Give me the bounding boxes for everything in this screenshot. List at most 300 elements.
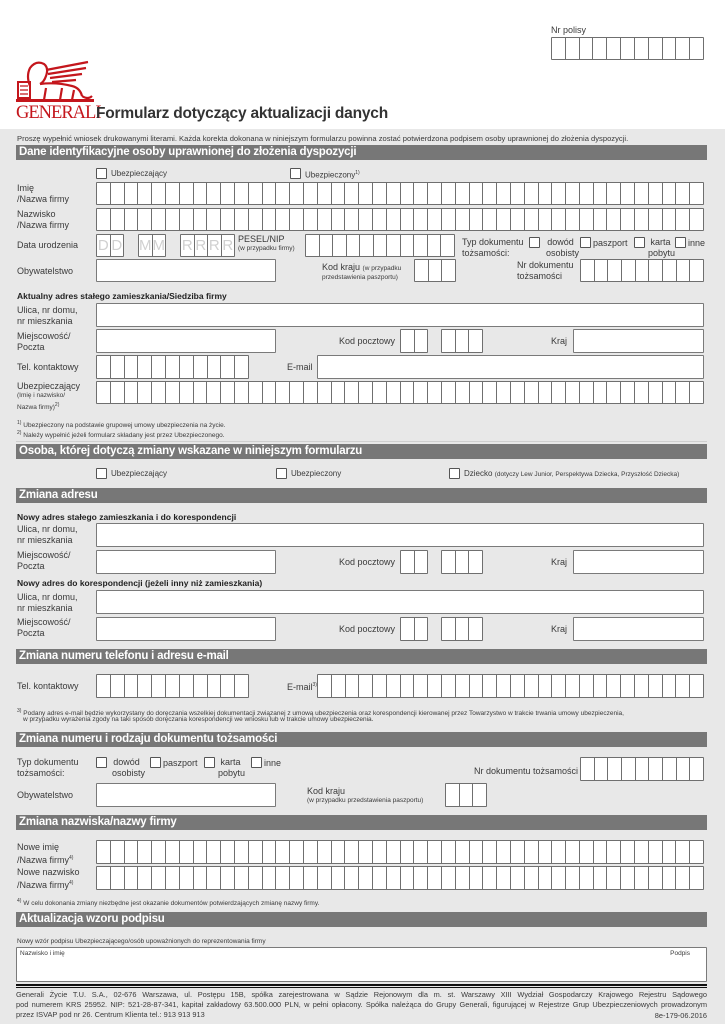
- char-cell[interactable]: [676, 382, 690, 403]
- char-cell[interactable]: [125, 382, 139, 403]
- char-cell[interactable]: [442, 618, 456, 640]
- char-cell[interactable]: [552, 675, 566, 697]
- char-cell[interactable]: [635, 867, 649, 889]
- char-cell[interactable]: [635, 675, 649, 697]
- char-cell[interactable]: [318, 382, 332, 403]
- char-cell[interactable]: [138, 841, 152, 863]
- char-cell[interactable]: [663, 841, 677, 863]
- checkbox-person-ubezpieczajacy[interactable]: [96, 468, 107, 479]
- char-cell[interactable]: [566, 675, 580, 697]
- char-cell[interactable]: [359, 183, 373, 204]
- char-cell[interactable]: [552, 209, 566, 230]
- char-cell[interactable]: [636, 758, 650, 780]
- new-phone-field[interactable]: [96, 674, 249, 698]
- char-cell[interactable]: [663, 183, 677, 204]
- char-cell[interactable]: [332, 867, 346, 889]
- char-cell[interactable]: [608, 758, 622, 780]
- char-cell[interactable]: [304, 183, 318, 204]
- char-cell[interactable]: [607, 841, 621, 863]
- char-cell[interactable]: [373, 675, 387, 697]
- char-cell[interactable]: [663, 209, 677, 230]
- char-cell[interactable]: [649, 209, 663, 230]
- char-cell[interactable]: [387, 183, 401, 204]
- char-cell[interactable]: [622, 758, 636, 780]
- char-cell[interactable]: [318, 841, 332, 863]
- char-cell[interactable]: [304, 841, 318, 863]
- char-cell[interactable]: [511, 209, 525, 230]
- char-cell[interactable]: [345, 183, 359, 204]
- char-cell[interactable]: [249, 183, 263, 204]
- char-cell[interactable]: [677, 260, 691, 281]
- char-cell[interactable]: [207, 183, 221, 204]
- char-cell[interactable]: [456, 382, 470, 403]
- char-cell[interactable]: [690, 675, 703, 697]
- policyholder-field[interactable]: [96, 381, 704, 404]
- char-cell[interactable]: [414, 382, 428, 403]
- checkbox-paszport[interactable]: [580, 237, 591, 248]
- char-cell[interactable]: [607, 183, 621, 204]
- char-cell[interactable]: [594, 183, 608, 204]
- char-cell[interactable]: [276, 867, 290, 889]
- char-cell[interactable]: [235, 867, 249, 889]
- checkbox-ubezpieczony[interactable]: [290, 168, 301, 179]
- char-cell[interactable]: [621, 867, 635, 889]
- char-cell[interactable]: [373, 867, 387, 889]
- char-cell[interactable]: [676, 675, 690, 697]
- char-cell[interactable]: [249, 867, 263, 889]
- char-cell[interactable]: [594, 209, 608, 230]
- char-cell[interactable]: [207, 382, 221, 403]
- char-cell[interactable]: [456, 841, 470, 863]
- char-cell[interactable]: [97, 209, 111, 230]
- char-cell[interactable]: [497, 841, 511, 863]
- char-cell[interactable]: [442, 675, 456, 697]
- char-cell[interactable]: [194, 675, 208, 697]
- postal-code-part1[interactable]: [400, 329, 428, 353]
- char-cell[interactable]: [415, 551, 428, 573]
- char-cell[interactable]: [387, 382, 401, 403]
- char-cell[interactable]: [263, 867, 277, 889]
- char-cell[interactable]: [525, 675, 539, 697]
- char-cell[interactable]: [607, 209, 621, 230]
- char-cell[interactable]: [387, 867, 401, 889]
- last-name-field[interactable]: [96, 208, 704, 231]
- char-cell[interactable]: [332, 675, 346, 697]
- birth-year-field[interactable]: [180, 234, 235, 257]
- checkbox-new-paszport[interactable]: [150, 757, 161, 768]
- char-cell[interactable]: [415, 260, 429, 281]
- char-cell[interactable]: [401, 618, 415, 640]
- char-cell[interactable]: [221, 841, 235, 863]
- char-cell[interactable]: [428, 235, 442, 256]
- char-cell[interactable]: [111, 675, 125, 697]
- char-cell[interactable]: [360, 235, 374, 256]
- char-cell[interactable]: [401, 209, 415, 230]
- char-cell[interactable]: [428, 382, 442, 403]
- char-cell[interactable]: [621, 183, 635, 204]
- char-cell[interactable]: [456, 675, 470, 697]
- char-cell[interactable]: [304, 867, 318, 889]
- char-cell[interactable]: [276, 183, 290, 204]
- char-cell[interactable]: [208, 675, 222, 697]
- char-cell[interactable]: [401, 330, 415, 352]
- checkbox-new-inne[interactable]: [251, 757, 262, 768]
- char-cell[interactable]: [306, 235, 320, 256]
- char-cell[interactable]: [414, 841, 428, 863]
- char-cell[interactable]: [263, 183, 277, 204]
- char-cell[interactable]: [594, 841, 608, 863]
- char-cell[interactable]: [511, 867, 525, 889]
- char-cell[interactable]: [207, 209, 221, 230]
- char-cell[interactable]: [580, 867, 594, 889]
- char-cell[interactable]: [539, 675, 553, 697]
- char-cell[interactable]: [470, 867, 484, 889]
- new-postal-code-part1[interactable]: [400, 550, 428, 574]
- char-cell[interactable]: [111, 183, 125, 204]
- char-cell[interactable]: [125, 209, 139, 230]
- char-cell[interactable]: [621, 675, 635, 697]
- char-cell[interactable]: [676, 867, 690, 889]
- char-cell[interactable]: [676, 38, 690, 59]
- char-cell[interactable]: [442, 382, 456, 403]
- char-cell[interactable]: [470, 382, 484, 403]
- char-cell[interactable]: [442, 209, 456, 230]
- char-cell[interactable]: [539, 841, 553, 863]
- char-cell[interactable]: [207, 841, 221, 863]
- char-cell[interactable]: [525, 382, 539, 403]
- char-cell[interactable]: [207, 867, 221, 889]
- char-cell[interactable]: [138, 356, 152, 378]
- corr-street-input[interactable]: [96, 590, 704, 614]
- char-cell[interactable]: [221, 675, 235, 697]
- char-cell[interactable]: [497, 382, 511, 403]
- char-cell[interactable]: [359, 675, 373, 697]
- city-input[interactable]: [96, 329, 276, 353]
- char-cell[interactable]: [677, 758, 691, 780]
- char-cell[interactable]: [414, 867, 428, 889]
- char-cell[interactable]: [180, 183, 194, 204]
- char-cell[interactable]: [320, 235, 334, 256]
- char-cell[interactable]: [166, 356, 180, 378]
- char-cell[interactable]: [690, 758, 703, 780]
- char-cell[interactable]: [525, 183, 539, 204]
- char-cell[interactable]: [441, 235, 454, 256]
- checkbox-inne[interactable]: [675, 237, 686, 248]
- char-cell[interactable]: [594, 382, 608, 403]
- new-street-input[interactable]: [96, 523, 704, 547]
- char-cell[interactable]: [470, 209, 484, 230]
- char-cell[interactable]: [580, 38, 594, 59]
- street-input[interactable]: [96, 303, 704, 327]
- char-cell[interactable]: [235, 209, 249, 230]
- char-cell[interactable]: [235, 841, 249, 863]
- char-cell[interactable]: [649, 38, 663, 59]
- char-cell[interactable]: [359, 841, 373, 863]
- char-cell[interactable]: [235, 356, 248, 378]
- char-cell[interactable]: [580, 675, 594, 697]
- country-code-field[interactable]: [414, 259, 456, 282]
- char-cell[interactable]: [152, 209, 166, 230]
- char-cell[interactable]: [304, 382, 318, 403]
- char-cell[interactable]: [97, 675, 111, 697]
- postal-code-part2[interactable]: [441, 329, 483, 353]
- char-cell[interactable]: [552, 38, 566, 59]
- char-cell[interactable]: [539, 382, 553, 403]
- char-cell[interactable]: [429, 260, 443, 281]
- corr-country-input[interactable]: [573, 617, 704, 641]
- char-cell[interactable]: [663, 382, 677, 403]
- char-cell[interactable]: [263, 382, 277, 403]
- new-postal-code-part2[interactable]: [441, 550, 483, 574]
- char-cell[interactable]: [511, 382, 525, 403]
- checkbox-new-karta-pobytu[interactable]: [204, 757, 215, 768]
- char-cell[interactable]: [125, 867, 139, 889]
- char-cell[interactable]: [276, 209, 290, 230]
- char-cell[interactable]: [152, 183, 166, 204]
- char-cell[interactable]: [580, 841, 594, 863]
- char-cell[interactable]: [138, 867, 152, 889]
- char-cell[interactable]: [111, 356, 125, 378]
- char-cell[interactable]: [635, 841, 649, 863]
- char-cell[interactable]: [194, 841, 208, 863]
- char-cell[interactable]: [359, 209, 373, 230]
- char-cell[interactable]: [194, 209, 208, 230]
- checkbox-new-dowod-osobisty[interactable]: [96, 757, 107, 768]
- char-cell[interactable]: [552, 867, 566, 889]
- char-cell[interactable]: [111, 841, 125, 863]
- char-cell[interactable]: [497, 675, 511, 697]
- char-cell[interactable]: [663, 758, 677, 780]
- char-cell[interactable]: [663, 260, 677, 281]
- pesel-field[interactable]: [305, 234, 455, 257]
- char-cell[interactable]: [442, 183, 456, 204]
- char-cell[interactable]: [690, 382, 703, 403]
- char-cell[interactable]: [387, 675, 401, 697]
- char-cell[interactable]: [111, 209, 125, 230]
- char-cell[interactable]: [180, 209, 194, 230]
- corr-city-input[interactable]: [96, 617, 276, 641]
- char-cell[interactable]: [456, 209, 470, 230]
- char-cell[interactable]: [428, 183, 442, 204]
- char-cell[interactable]: [194, 867, 208, 889]
- char-cell[interactable]: [401, 551, 415, 573]
- char-cell[interactable]: [194, 356, 208, 378]
- char-cell[interactable]: [373, 209, 387, 230]
- char-cell[interactable]: [249, 209, 263, 230]
- char-cell[interactable]: [635, 183, 649, 204]
- char-cell[interactable]: [552, 841, 566, 863]
- char-cell[interactable]: [290, 209, 304, 230]
- char-cell[interactable]: [221, 209, 235, 230]
- char-cell[interactable]: [318, 183, 332, 204]
- char-cell[interactable]: [221, 356, 235, 378]
- char-cell[interactable]: [566, 183, 580, 204]
- char-cell[interactable]: [152, 382, 166, 403]
- char-cell[interactable]: [345, 382, 359, 403]
- char-cell[interactable]: [483, 867, 497, 889]
- char-cell[interactable]: [290, 382, 304, 403]
- char-cell[interactable]: [401, 867, 415, 889]
- char-cell[interactable]: [401, 841, 415, 863]
- char-cell[interactable]: [401, 675, 415, 697]
- char-cell[interactable]: [607, 675, 621, 697]
- char-cell[interactable]: [525, 209, 539, 230]
- new-city-input[interactable]: [96, 550, 276, 574]
- policy-number-field[interactable]: [551, 37, 704, 60]
- corr-postal-code-part2[interactable]: [441, 617, 483, 641]
- char-cell[interactable]: [97, 841, 111, 863]
- char-cell[interactable]: [566, 209, 580, 230]
- char-cell[interactable]: [180, 867, 194, 889]
- new-country-code-field[interactable]: [445, 783, 487, 807]
- char-cell[interactable]: [649, 758, 663, 780]
- char-cell[interactable]: [470, 841, 484, 863]
- char-cell[interactable]: [428, 841, 442, 863]
- char-cell[interactable]: [180, 675, 194, 697]
- char-cell[interactable]: [180, 356, 194, 378]
- char-cell[interactable]: [194, 183, 208, 204]
- char-cell[interactable]: [649, 183, 663, 204]
- char-cell[interactable]: [442, 330, 456, 352]
- char-cell[interactable]: [221, 382, 235, 403]
- char-cell[interactable]: [263, 209, 277, 230]
- char-cell[interactable]: [460, 784, 474, 806]
- char-cell[interactable]: [470, 183, 484, 204]
- char-cell[interactable]: [373, 382, 387, 403]
- char-cell[interactable]: [221, 183, 235, 204]
- char-cell[interactable]: [152, 675, 166, 697]
- char-cell[interactable]: [621, 209, 635, 230]
- char-cell[interactable]: [290, 867, 304, 889]
- char-cell[interactable]: [332, 841, 346, 863]
- char-cell[interactable]: [318, 867, 332, 889]
- new-citizenship-input[interactable]: [96, 783, 276, 807]
- char-cell[interactable]: [635, 382, 649, 403]
- char-cell[interactable]: [636, 260, 650, 281]
- char-cell[interactable]: [373, 841, 387, 863]
- char-cell[interactable]: [125, 675, 139, 697]
- char-cell[interactable]: [580, 209, 594, 230]
- phone-field[interactable]: [96, 355, 249, 379]
- char-cell[interactable]: [166, 382, 180, 403]
- char-cell[interactable]: [345, 841, 359, 863]
- char-cell[interactable]: [152, 841, 166, 863]
- char-cell[interactable]: [332, 209, 346, 230]
- char-cell[interactable]: [428, 867, 442, 889]
- char-cell[interactable]: [566, 382, 580, 403]
- char-cell[interactable]: [442, 551, 456, 573]
- char-cell[interactable]: [690, 209, 703, 230]
- first-name-field[interactable]: [96, 182, 704, 205]
- char-cell[interactable]: [595, 260, 609, 281]
- char-cell[interactable]: [180, 841, 194, 863]
- char-cell[interactable]: [511, 183, 525, 204]
- char-cell[interactable]: [456, 551, 470, 573]
- birth-day-field[interactable]: [96, 234, 124, 257]
- char-cell[interactable]: [621, 382, 635, 403]
- char-cell[interactable]: [347, 235, 361, 256]
- char-cell[interactable]: [125, 183, 139, 204]
- char-cell[interactable]: [663, 38, 677, 59]
- char-cell[interactable]: [125, 841, 139, 863]
- char-cell[interactable]: [581, 758, 595, 780]
- char-cell[interactable]: [166, 183, 180, 204]
- char-cell[interactable]: [594, 867, 608, 889]
- char-cell[interactable]: [318, 675, 332, 697]
- email-input[interactable]: [317, 355, 704, 379]
- char-cell[interactable]: [401, 183, 415, 204]
- char-cell[interactable]: [580, 183, 594, 204]
- char-cell[interactable]: [483, 183, 497, 204]
- char-cell[interactable]: [235, 382, 249, 403]
- char-cell[interactable]: [414, 235, 428, 256]
- char-cell[interactable]: [456, 330, 470, 352]
- char-cell[interactable]: [442, 867, 456, 889]
- char-cell[interactable]: [359, 382, 373, 403]
- char-cell[interactable]: [649, 867, 663, 889]
- char-cell[interactable]: [401, 235, 415, 256]
- char-cell[interactable]: [414, 675, 428, 697]
- char-cell[interactable]: [649, 382, 663, 403]
- birth-month-field[interactable]: [138, 234, 166, 257]
- char-cell[interactable]: [456, 183, 470, 204]
- char-cell[interactable]: [497, 183, 511, 204]
- new-first-name-field[interactable]: [96, 840, 704, 864]
- char-cell[interactable]: [290, 183, 304, 204]
- checkbox-dowod-osobisty[interactable]: [529, 237, 540, 248]
- char-cell[interactable]: [511, 675, 525, 697]
- corr-postal-code-part1[interactable]: [400, 617, 428, 641]
- char-cell[interactable]: [401, 382, 415, 403]
- char-cell[interactable]: [483, 209, 497, 230]
- new-country-input[interactable]: [573, 550, 704, 574]
- citizenship-input[interactable]: [96, 259, 276, 282]
- char-cell[interactable]: [469, 330, 482, 352]
- char-cell[interactable]: [414, 209, 428, 230]
- char-cell[interactable]: [539, 867, 553, 889]
- checkbox-person-dziecko[interactable]: [449, 468, 460, 479]
- char-cell[interactable]: [346, 675, 360, 697]
- char-cell[interactable]: [332, 183, 346, 204]
- char-cell[interactable]: [263, 841, 277, 863]
- char-cell[interactable]: [428, 209, 442, 230]
- char-cell[interactable]: [97, 382, 111, 403]
- char-cell[interactable]: [221, 867, 235, 889]
- char-cell[interactable]: [180, 382, 194, 403]
- char-cell[interactable]: [345, 867, 359, 889]
- char-cell[interactable]: [469, 618, 482, 640]
- char-cell[interactable]: [525, 867, 539, 889]
- char-cell[interactable]: [442, 841, 456, 863]
- char-cell[interactable]: [387, 841, 401, 863]
- char-cell[interactable]: [497, 867, 511, 889]
- char-cell[interactable]: [138, 382, 152, 403]
- char-cell[interactable]: [595, 758, 609, 780]
- char-cell[interactable]: [415, 330, 428, 352]
- char-cell[interactable]: [166, 675, 180, 697]
- char-cell[interactable]: [649, 260, 663, 281]
- char-cell[interactable]: [276, 382, 290, 403]
- signature-box[interactable]: [16, 947, 707, 982]
- char-cell[interactable]: [483, 382, 497, 403]
- char-cell[interactable]: [345, 209, 359, 230]
- char-cell[interactable]: [304, 209, 318, 230]
- char-cell[interactable]: [152, 356, 166, 378]
- char-cell[interactable]: [235, 675, 248, 697]
- char-cell[interactable]: [635, 38, 649, 59]
- char-cell[interactable]: [607, 382, 621, 403]
- char-cell[interactable]: [97, 356, 111, 378]
